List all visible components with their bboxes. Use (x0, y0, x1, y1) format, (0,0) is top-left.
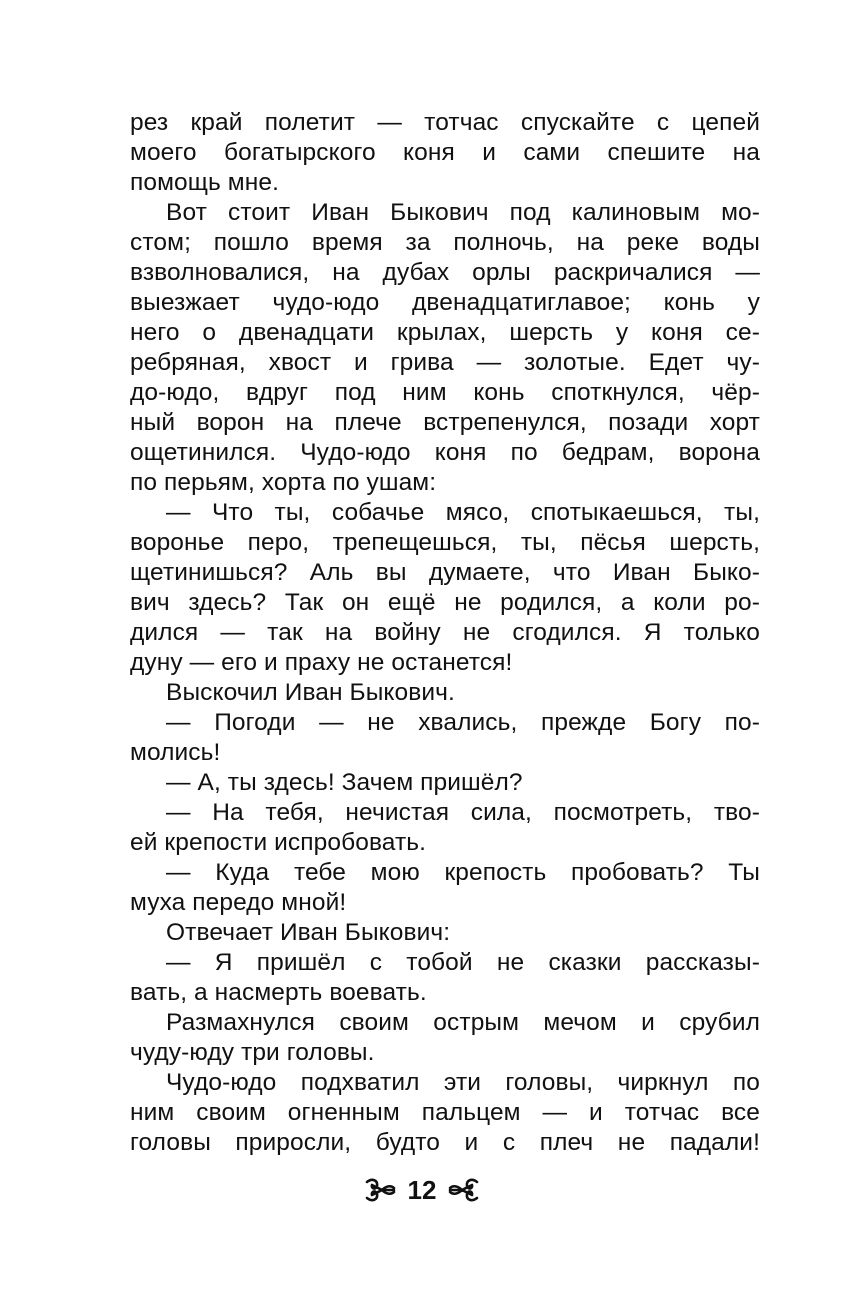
text-line: — Я пришёл с тобой не сказки рассказы- (166, 949, 760, 976)
text-line: воронье перо, трепещешься, ты, пёсья шерсть, (130, 529, 760, 556)
text-line: щетинишься? Аль вы думаете, что Иван Быко- (130, 559, 760, 586)
text-line: Отвечает Иван Быкович: (166, 919, 451, 946)
text-line: рез край полетит — тотчас спускайте с цепей (130, 109, 760, 136)
text-line: ребряная, хвост и грива — золотые. Едет чу- (130, 349, 760, 376)
text-line: моего богатырского коня и сами спешите на (130, 139, 760, 166)
page-number: 12 (407, 1175, 437, 1205)
text-line: головы приросли, будто и с плеч не падали! (130, 1129, 760, 1156)
text-line: Размахнулся своим острым мечом и срубил (166, 1009, 760, 1036)
text-column (130, 108, 760, 1158)
text-line: вич здесь? Так он ещё не родился, а коли ро- (130, 589, 760, 616)
text-line: Вот стоит Иван Быкович под калиновым мо- (166, 199, 760, 226)
text-line: Чудо-юдо подхватил эти головы, чиркнул по (166, 1069, 760, 1096)
text-line: ощетинился. Чудо-юдо коня по бедрам, ворона (130, 439, 760, 466)
text-line: — Что ты, собачье мясо, спотыкаешься, ты, (166, 499, 760, 526)
swirl-ornament-right-icon (446, 1176, 480, 1204)
text-line: молись! (130, 739, 221, 766)
text-line: муха передо мной! (130, 889, 347, 916)
text-line: до-юдо, вдруг под ним конь споткнулся, чёр- (130, 379, 760, 406)
text-line: взволновалися, на дубах орлы раскричалися — (130, 259, 760, 286)
text-line: по перьям, хорта по ушам: (130, 469, 437, 496)
text-line: — На тебя, нечистая сила, посмотреть, тво- (166, 799, 760, 826)
text-line: — Куда тебе мою крепость пробовать? Ты (166, 859, 760, 886)
text-line: — Погоди — не хвались, прежде Богу по- (166, 709, 760, 736)
text-line: дился — так на войну не сгодился. Я только (130, 619, 760, 646)
swirl-ornament-left-icon (364, 1176, 398, 1204)
text-line: ей крепости испробовать. (130, 829, 427, 856)
page-footer (0, 1172, 844, 1208)
text-line: — А, ты здесь! Зачем пришёл? (166, 769, 523, 796)
text-line: чуду-юду три головы. (130, 1039, 375, 1066)
text-line: ный ворон на плече встрепенулся, позади хорт (130, 409, 760, 436)
text-line: ним своим огненным пальцем — и тотчас все (130, 1099, 760, 1126)
text-line: выезжает чудо-юдо двенадцатиглавое; конь у (130, 289, 760, 316)
text-line: него о двенадцати крылах, шерсть у коня се- (130, 319, 760, 346)
text-line: Выскочил Иван Быкович. (166, 679, 455, 706)
text-line: стом; пошло время за полночь, на реке воды (130, 229, 760, 256)
text-line: помощь мне. (130, 169, 279, 196)
text-line: дуну — его и праху не останется! (130, 649, 513, 676)
text-line: вать, а насмерть воевать. (130, 979, 427, 1006)
